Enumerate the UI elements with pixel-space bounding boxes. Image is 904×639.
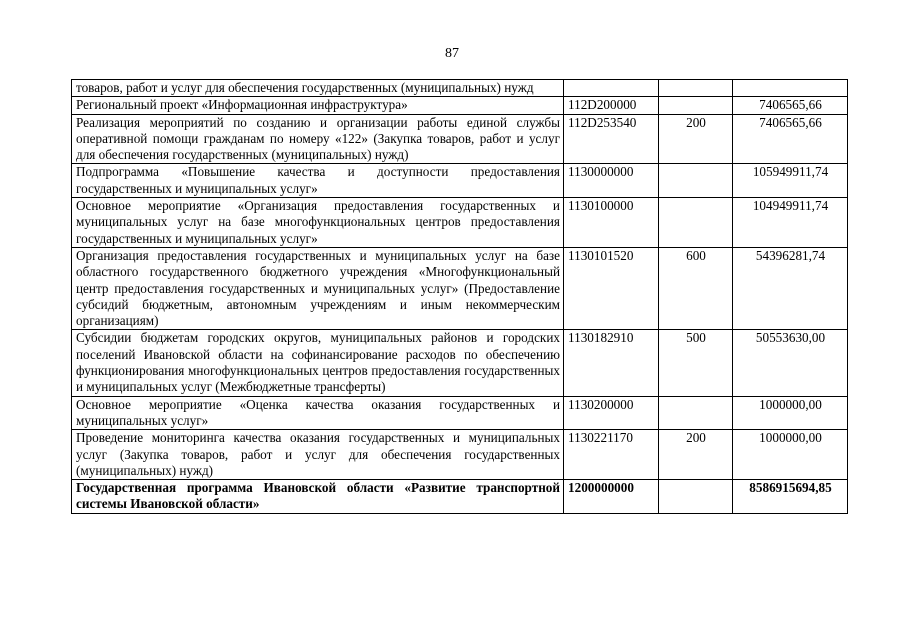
row-expense-type-cell: [659, 80, 733, 97]
row-sum-cell: 1000000,00: [733, 396, 848, 430]
table-row: [72, 330, 848, 396]
row-name-cell: Организация предоставления государственных и муниципальных услуг на базе областного государственного бюджетного учреждения «Многофункциональный центр предоставления государственных и муниципальных услуг» (Предоставление субсидий бюджетным, автономным учреждениям и иным некоммерческим организациям): [72, 247, 564, 329]
row-code-cell: 1130221170: [564, 430, 659, 480]
table-row: [72, 164, 848, 198]
row-name-cell: Проведение мониторинга качества оказания государственных и муниципальных услуг (Закупка товаров, работ и услуг для обеспечения государственных (муниципальных) нужд): [72, 430, 564, 480]
row-expense-type-cell: [659, 164, 733, 198]
row-code-cell: 1130200000: [564, 396, 659, 430]
row-expense-type-cell: 200: [659, 114, 733, 164]
row-sum-cell: 7406565,66: [733, 114, 848, 164]
row-sum-cell: 1000000,00: [733, 430, 848, 480]
row-name-cell: Государственная программа Ивановской области «Развитие транспортной системы Ивановской области»: [72, 480, 564, 514]
row-expense-type-cell: [659, 480, 733, 514]
table-row: [72, 480, 848, 514]
row-code-cell: 112D200000: [564, 97, 659, 114]
row-code-cell: 1130100000: [564, 198, 659, 248]
row-sum-cell: 8586915694,85: [733, 480, 848, 514]
row-name-cell: Основное мероприятие «Оценка качества оказания государственных и муниципальных услуг»: [72, 396, 564, 430]
row-code-cell: 112D253540: [564, 114, 659, 164]
row-expense-type-cell: [659, 97, 733, 114]
row-code-cell: 1130101520: [564, 247, 659, 329]
row-name-cell: Региональный проект «Информационная инфраструктура»: [72, 97, 564, 114]
row-name-cell: товаров, работ и услуг для обеспечения государственных (муниципальных) нужд: [72, 80, 564, 97]
row-sum-cell: 104949911,74: [733, 198, 848, 248]
row-code-cell: [564, 80, 659, 97]
row-expense-type-cell: 600: [659, 247, 733, 329]
row-sum-cell: 7406565,66: [733, 97, 848, 114]
row-sum-cell: 105949911,74: [733, 164, 848, 198]
row-sum-cell: [733, 80, 848, 97]
row-expense-type-cell: [659, 198, 733, 248]
row-name-cell: Основное мероприятие «Организация предоставления государственных и муниципальных услуг на базе многофункциональных центров предоставления государственных и муниципальных услуг»: [72, 198, 564, 248]
row-expense-type-cell: [659, 396, 733, 430]
table-row: [72, 247, 848, 329]
row-name-cell: Субсидии бюджетам городских округов, муниципальных районов и городских поселений Ивановской области на софинансирование расходов по обеспечению функционирования многофункциональных центров предоставления государственных и муниципальных услуг (Межбюджетные трансферты): [72, 330, 564, 396]
table-row: [72, 396, 848, 430]
budget-table-body: [72, 80, 848, 514]
row-sum-cell: 50553630,00: [733, 330, 848, 396]
table-row: [72, 80, 848, 97]
row-code-cell: 1130182910: [564, 330, 659, 396]
row-expense-type-cell: 200: [659, 430, 733, 480]
row-code-cell: 1130000000: [564, 164, 659, 198]
row-code-cell: 1200000000: [564, 480, 659, 514]
table-row: [72, 114, 848, 164]
row-sum-cell: 54396281,74: [733, 247, 848, 329]
table-row: [72, 430, 848, 480]
page-number: 87: [445, 46, 459, 61]
row-expense-type-cell: 500: [659, 330, 733, 396]
table-row: [72, 198, 848, 248]
row-name-cell: Подпрограмма «Повышение качества и доступности предоставления государственных и муниципальных услуг»: [72, 164, 564, 198]
table-row: [72, 97, 848, 114]
row-name-cell: Реализация мероприятий по созданию и организации работы единой службы оперативной помощи гражданам по номеру «122» (Закупка товаров, работ и услуг для обеспечения государственных (муниципальных) нужд): [72, 114, 564, 164]
budget-table: [71, 79, 848, 514]
